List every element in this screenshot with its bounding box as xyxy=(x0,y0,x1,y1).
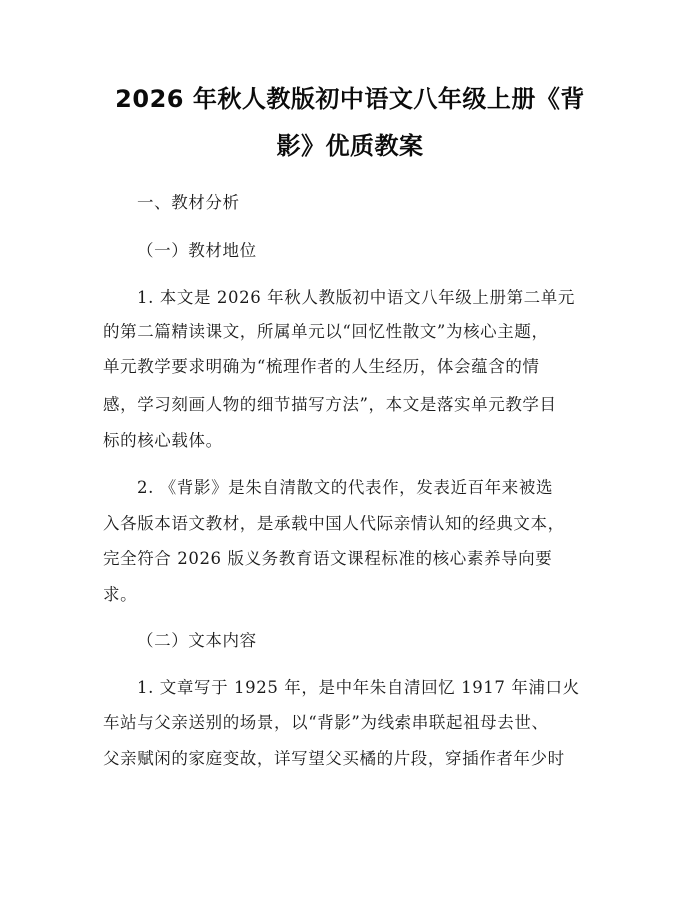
section-heading-materials-analysis: 一、教材分析 xyxy=(137,193,240,212)
paragraph-2-line-3: 完全符合 2026 版义务教育语文课程标准的核心素养导向要 xyxy=(103,549,553,568)
document-title-line-2: 影》优质教案 xyxy=(276,132,424,160)
paragraph-2-line-4: 求。 xyxy=(103,585,138,604)
paragraph-3-line-2: 车站与父亲送别的场景，以“背影”为线索串联起祖母去世、 xyxy=(103,713,549,732)
paragraph-1-line-3: 单元教学要求明确为“梳理作者的人生经历，体会蕴含的情 xyxy=(103,357,540,376)
subsection-heading-text-content: （二）文本内容 xyxy=(137,631,257,650)
paragraph-1-line-2: 的第二篇精读课文，所属单元以“回忆性散文”为核心主题， xyxy=(103,322,549,341)
paragraph-2-line-1: 2. 《背影》是朱自清散文的代表作，发表近百年来被选 xyxy=(137,478,554,497)
paragraph-3-line-3: 父亲赋闲的家庭变故，详写望父买橘的片段，穿插作者年少时 xyxy=(103,749,565,768)
subsection-heading-status: （一）教材地位 xyxy=(137,241,257,260)
paragraph-3-line-1: 1. 文章写于 1925 年，是中年朱自清回忆 1917 年浦口火 xyxy=(137,678,580,697)
paragraph-1-line-1: 1. 本文是 2026 年秋人教版初中语文八年级上册第二单元 xyxy=(137,288,575,307)
paragraph-1-line-4: 感，学习刻画人物的细节描写方法”，本文是落实单元教学目 xyxy=(103,395,557,414)
document-title-line-1: 2026 年秋人教版初中语文八年级上册《背 xyxy=(115,85,585,113)
paragraph-2-line-2: 入各版本语文教材，是承载中国人代际亲情认知的经典文本， xyxy=(103,514,565,533)
paragraph-1-line-5: 标的核心载体。 xyxy=(103,431,223,450)
